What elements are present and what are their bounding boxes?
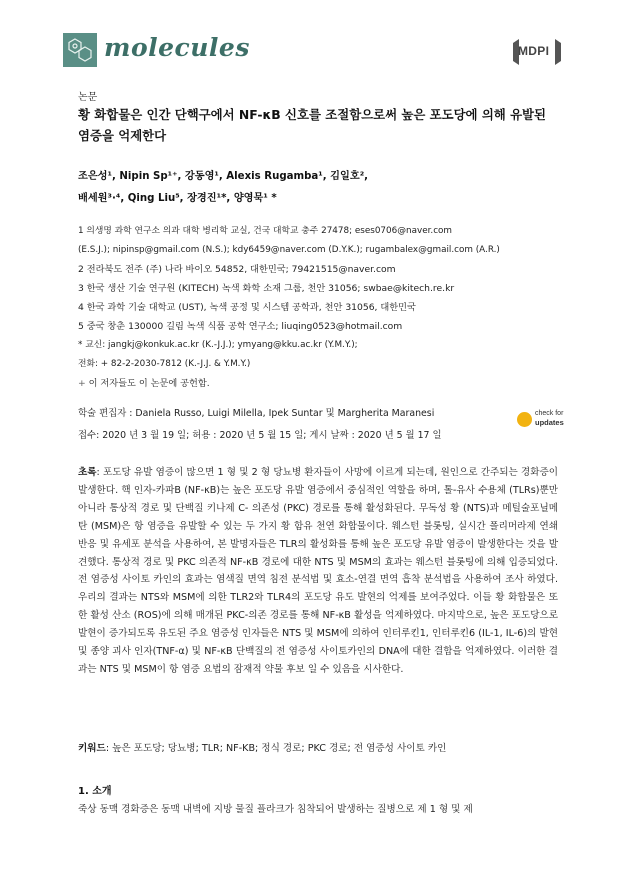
keywords bbox=[78, 740, 558, 754]
affiliation-line: (E.S.J.); nipinsp@gmail.com (N.S.); kdy6459@naver.com (D.Y.K.); rugambalex@gmail.com (A.R.) bbox=[78, 245, 500, 255]
equal-contribution-text: 이 저자들도 이 논문에 공헌함. bbox=[85, 378, 210, 389]
article-title: 황 화합물은 인간 단핵구에서 NF-κB 신호를 조절함으로써 높은 포도당에 의해 유발된 염증을 억제한다 bbox=[78, 107, 546, 143]
keywords-label: 키워드 bbox=[78, 743, 106, 754]
abstract-text: : 포도당 유발 염증이 많으면 1 형 및 2 형 당뇨병 환자들이 사망에 이르게 되는데, 원인으로 간주되는 경화증이 발생한다. 핵 인자-카파B (NF-κB)는 높은 포도당 유발 염증에서 중심적인 역할을 하며, 톨-유사 수용체 (TLRs)뿐만 아니라 통상적 경로 및 단백질 키나제 C- 의존성 (PKC) 경로를 통해 활성화된다. 무독성 황 (NTS)과 메틸술포닐메탄 (MSM)은 항 염증을 유발할 수 있는 두 가지 황 함유 천연 화합물이다. 웨스턴 블롯팅, 실시간 폴리머라제 연쇄 반응 및 유세포 분석을 사용하여, 본 발명자들은 TLR의 활성화를 통해 높은 포도당 유발 염증이 발생한다는 것을 발견했다. 통상적 경로 및 PKC 의존적 NF-κB 경로에 대한 NTS 및 MSM의 효과는 웨스턴 블롯팅에 의해 입증되었다. 전 염증성 사이토 카인의 효과는 염색질 면역 침전 분석법 및 효소-연결 면역 흡착 분석법을 사용하여 조사 하였다. 우리의 결과는 NTS와 MSM에 의한 TLR2와 TLR4의 포도당 유도 발현의 억제를 보여주었다. 이들 황 화합물은 또한 활성 산소 (ROS)에 의해 매개된 PKC-의존 경로를 통해 NF-κB 활성을 억제하였다. 마지막으로, 높은 포도당으로 발현이 증가되도록 유도된 주요 염증성 인자들은 NTS 및 MSM에 의하여 인터루킨1, 인터루킨6 (IL-1, IL-6)의 발현 및 종양 괴사 인자(TNF-α) 및 NF-κB 단백질의 전 염증성 사이토카인의 DNA에 대한 결합을 억제하였다. 이러한 결과는 NTS 및 MSM이 항 염증 요법의 잠재적 약물 후보 일 수 있음을 시사한다. bbox=[78, 467, 558, 675]
equal-contribution-note bbox=[78, 374, 558, 393]
affiliation-line: 2 전라북도 전주 (주) 나라 바이오 54852, 대한민국; 79421515@naver.com bbox=[78, 264, 396, 275]
plus-mark: + bbox=[78, 378, 86, 389]
authors-line-2: 배세원³·⁴, Qing Liu⁵, 장경진¹*, 양영묵¹ * bbox=[78, 193, 277, 204]
badge-line-2: updates bbox=[535, 418, 564, 427]
correspondence: * 교신: jangkj@konkuk.ac.kr (K.-J.J.); ymyang@kku.ac.kr (Y.M.Y.); bbox=[78, 340, 358, 350]
badge-line-1: check for bbox=[535, 410, 564, 417]
affiliations bbox=[78, 222, 558, 393]
author-list bbox=[78, 166, 556, 210]
journal-name: molecules bbox=[104, 33, 250, 62]
authors-line-1: 조은성¹, Nipin Sp¹⁺, 강동영¹, Alexis Rugamba¹, 김일호², bbox=[78, 171, 369, 182]
abstract bbox=[78, 464, 558, 679]
article-type: 논문 bbox=[78, 92, 98, 103]
publisher-name: MDPI bbox=[518, 44, 550, 58]
affiliation-line: 5 중국 창춘 130000 길림 녹색 식품 공학 연구소; liuqing0523@hotmail.com bbox=[78, 321, 403, 332]
section-heading: 1. 소개 bbox=[78, 786, 112, 797]
affiliation-line: 4 한국 과학 기술 대학교 (UST), 녹색 공정 및 시스템 공학과, 천안 31056, 대한민국 bbox=[78, 302, 416, 313]
abstract-label: 초록 bbox=[78, 467, 97, 478]
check-for-updates-badge[interactable] bbox=[517, 410, 565, 430]
phone: 전화: + 82-2-2030-7812 (K.-J.J. & Y.M.Y.) bbox=[78, 359, 251, 369]
keywords-text: : 높은 포도당; 당뇨병; TLR; NF-KB; 정식 경로; PKC 경로; 전 염증성 사이토 카인 bbox=[105, 743, 447, 754]
academic-editors: 학술 편집자 : Daniela Russo, Luigi Milella, Ipek Suntar 및 Margherita Maranesi bbox=[78, 408, 435, 419]
affiliation-line: 3 한국 생산 기술 연구원 (KITECH) 녹색 화학 소재 그룹, 천안 31056; swbae@kitech.re.kr bbox=[78, 283, 455, 294]
publication-dates: 접수: 2020 년 3 월 19 일; 허용 : 2020 년 5 월 15 일; 게시 날짜 : 2020 년 5 월 17 일 bbox=[78, 430, 442, 441]
intro-paragraph: 죽상 동맥 경화증은 동맥 내벽에 지방 물질 플라크가 침착되어 발생하는 질병으로 제 1 형 및 제 bbox=[78, 804, 473, 815]
check-updates-icon bbox=[517, 412, 532, 427]
molecules-logo-icon bbox=[63, 33, 97, 67]
affiliation-line: 1 의생명 과학 연구소 의과 대학 병리학 교실, 건국 대학교 충주 27478; eses0706@naver.com bbox=[78, 226, 452, 236]
